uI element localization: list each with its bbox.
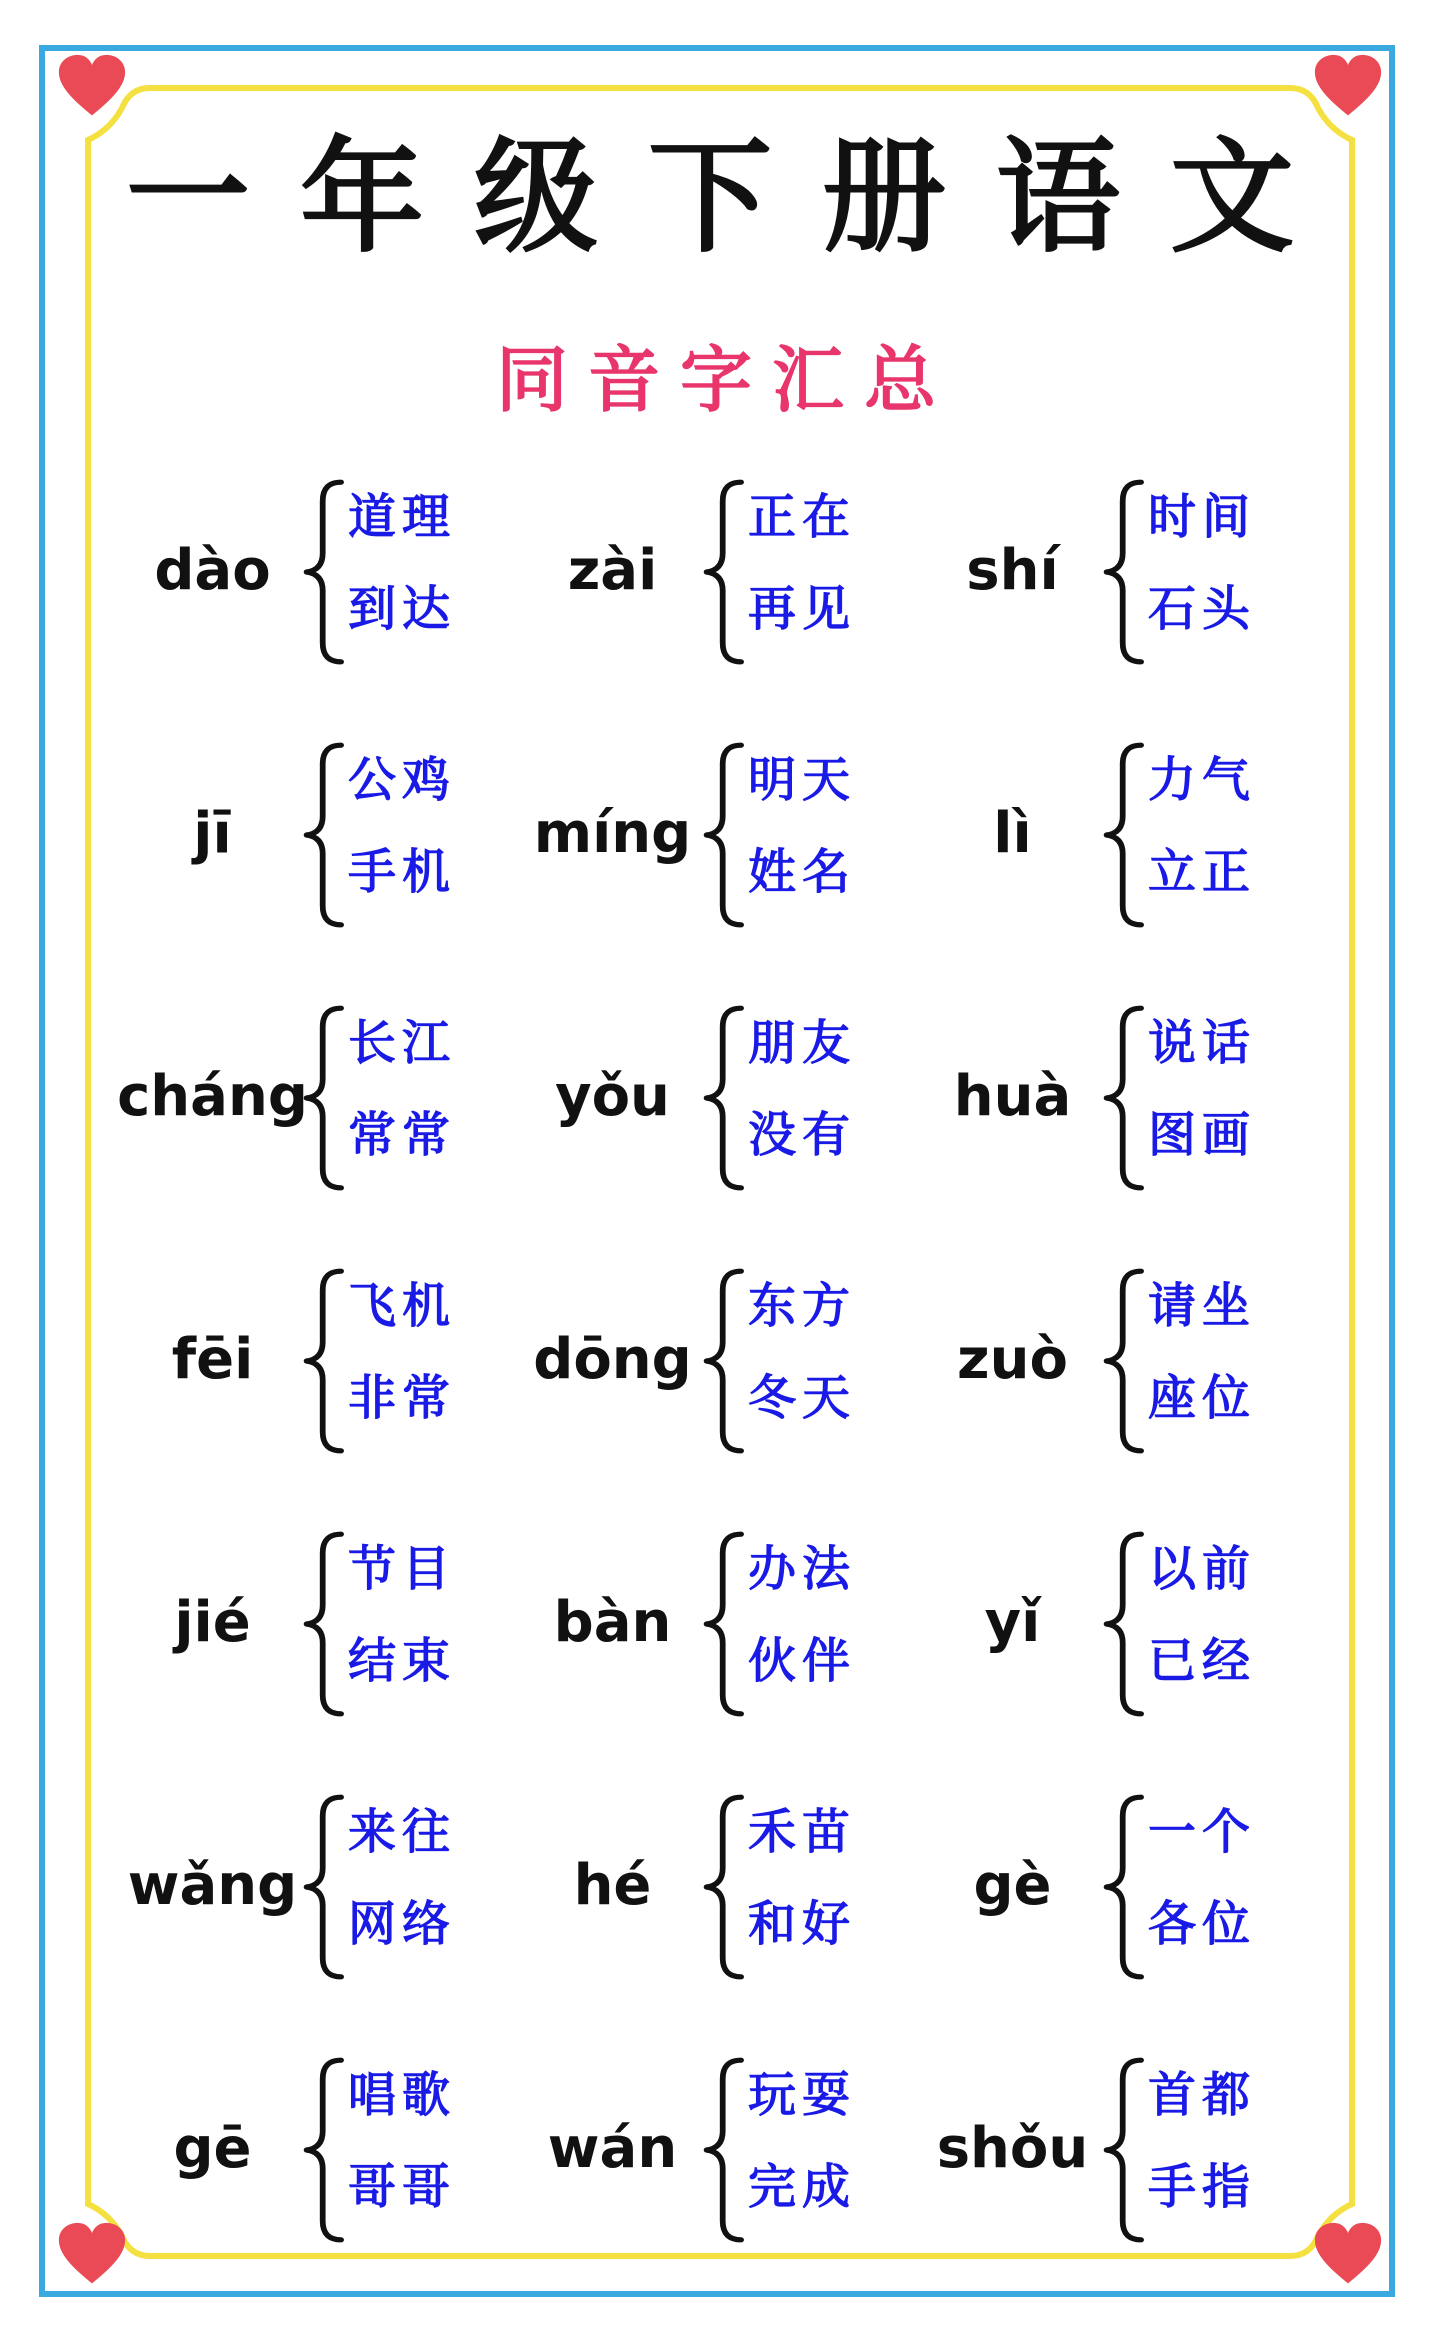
- homophone-entry: [120, 723, 520, 986]
- pinyin-label: míng: [533, 800, 692, 866]
- example-word: 长江: [348, 1015, 457, 1071]
- homophone-entry: [520, 2038, 920, 2301]
- brace-icon: [702, 2056, 748, 2244]
- homophone-entry: [520, 1775, 920, 2038]
- example-word: 已经: [1148, 1633, 1257, 1689]
- homophone-entry: [120, 1249, 520, 1512]
- example-word: 首都: [1148, 2067, 1257, 2123]
- pinyin-label: wán: [547, 2115, 678, 2181]
- homophone-entry: [120, 1512, 520, 1775]
- pinyin-label: huà: [953, 1063, 1072, 1129]
- example-word: 结束: [348, 1633, 457, 1689]
- example-word: 玩耍: [748, 2067, 857, 2123]
- example-word: 图画: [1148, 1107, 1257, 1163]
- example-word: 说话: [1148, 1015, 1257, 1071]
- brace-icon: [702, 1004, 748, 1192]
- example-word: 朋友: [748, 1015, 857, 1071]
- example-word: 立正: [1148, 844, 1257, 900]
- brace-icon: [702, 478, 748, 666]
- pinyin-label: gē: [173, 2115, 252, 2181]
- example-word: 以前: [1148, 1541, 1257, 1597]
- example-word: 正在: [748, 489, 857, 545]
- homophone-entry: [520, 986, 920, 1249]
- page-title: 一年级下册语文: [125, 126, 1344, 270]
- pinyin-label: cháng: [117, 1063, 308, 1129]
- homophone-entry: [120, 1775, 520, 2038]
- homophone-entry: [920, 1249, 1320, 1512]
- example-word: 网络: [348, 1896, 457, 1952]
- example-word: 手机: [348, 844, 457, 900]
- brace-icon: [1102, 478, 1148, 666]
- brace-icon: [302, 2056, 348, 2244]
- example-word: 办法: [748, 1541, 857, 1597]
- homophone-entry: [920, 723, 1320, 986]
- homophone-entry: [520, 1249, 920, 1512]
- pinyin-label: shǒu: [936, 2115, 1089, 2181]
- homophone-entry: [120, 2038, 520, 2301]
- example-word: 力气: [1148, 752, 1257, 808]
- pinyin-label: zuò: [957, 1326, 1068, 1392]
- pinyin-label: lì: [993, 800, 1032, 866]
- homophone-entry: [920, 1775, 1320, 2038]
- homophone-entry: [520, 1512, 920, 1775]
- example-word: 唱歌: [348, 2067, 457, 2123]
- homophone-entry: [117, 986, 520, 1249]
- brace-icon: [302, 1793, 348, 1981]
- example-word: 明天: [748, 752, 857, 808]
- homophone-entry: [920, 2038, 1320, 2301]
- brace-icon: [1102, 1530, 1148, 1718]
- homophone-grid: [117, 460, 1320, 2230]
- brace-icon: [1102, 1793, 1148, 1981]
- example-word: 完成: [748, 2159, 857, 2215]
- example-word: 姓名: [748, 844, 857, 900]
- example-word: 石头: [1148, 581, 1257, 637]
- brace-icon: [702, 1793, 748, 1981]
- pinyin-label: hé: [573, 1852, 652, 1918]
- heart-icon-top-right: [1312, 52, 1384, 124]
- example-word: 哥哥: [348, 2159, 457, 2215]
- example-word: 冬天: [748, 1370, 857, 1426]
- example-word: 一个: [1148, 1804, 1257, 1860]
- homophone-entry: [920, 986, 1320, 1249]
- heart-icon-bottom-right: [1312, 2220, 1384, 2292]
- pinyin-label: wǎng: [127, 1852, 298, 1918]
- example-word: 非常: [348, 1370, 457, 1426]
- example-word: 常常: [348, 1107, 457, 1163]
- heart-icon-bottom-left: [56, 2220, 128, 2292]
- example-word: 再见: [748, 581, 857, 637]
- brace-icon: [702, 1530, 748, 1718]
- brace-icon: [1102, 741, 1148, 929]
- pinyin-label: gè: [973, 1852, 1052, 1918]
- example-word: 来往: [348, 1804, 457, 1860]
- brace-icon: [702, 741, 748, 929]
- pinyin-label: dào: [154, 537, 271, 603]
- brace-icon: [1102, 1267, 1148, 1455]
- brace-icon: [302, 1004, 348, 1192]
- pinyin-label: bàn: [553, 1589, 672, 1655]
- example-word: 飞机: [348, 1278, 457, 1334]
- example-word: 到达: [348, 581, 457, 637]
- example-word: 禾苗: [748, 1804, 857, 1860]
- page-subtitle: 同音字汇总: [495, 338, 956, 422]
- homophone-entry: [920, 460, 1320, 723]
- example-word: 各位: [1148, 1896, 1257, 1952]
- brace-icon: [302, 1267, 348, 1455]
- homophone-entry: [920, 1512, 1320, 1775]
- brace-icon: [302, 1530, 348, 1718]
- example-word: 座位: [1148, 1370, 1257, 1426]
- pinyin-label: yǒu: [555, 1063, 670, 1129]
- pinyin-label: shí: [966, 537, 1059, 603]
- homophone-entry: [520, 723, 920, 986]
- pinyin-label: jī: [193, 800, 232, 866]
- example-word: 节目: [348, 1541, 457, 1597]
- brace-icon: [302, 741, 348, 929]
- example-word: 道理: [348, 489, 457, 545]
- example-word: 请坐: [1148, 1278, 1257, 1334]
- pinyin-label: fēi: [171, 1326, 254, 1392]
- pinyin-label: dōng: [533, 1326, 692, 1392]
- example-word: 和好: [748, 1896, 857, 1952]
- pinyin-label: yǐ: [984, 1589, 1041, 1655]
- example-word: 伙伴: [748, 1633, 857, 1689]
- homophone-entry: [120, 460, 520, 723]
- homophone-entry: [520, 460, 920, 723]
- example-word: 东方: [748, 1278, 857, 1334]
- pinyin-label: jié: [174, 1589, 251, 1655]
- brace-icon: [702, 1267, 748, 1455]
- brace-icon: [302, 478, 348, 666]
- heart-icon-top-left: [56, 52, 128, 124]
- example-word: 公鸡: [348, 752, 457, 808]
- brace-icon: [1102, 2056, 1148, 2244]
- brace-icon: [1102, 1004, 1148, 1192]
- pinyin-label: zài: [567, 537, 658, 603]
- example-word: 手指: [1148, 2159, 1257, 2215]
- example-word: 时间: [1148, 489, 1257, 545]
- example-word: 没有: [748, 1107, 857, 1163]
